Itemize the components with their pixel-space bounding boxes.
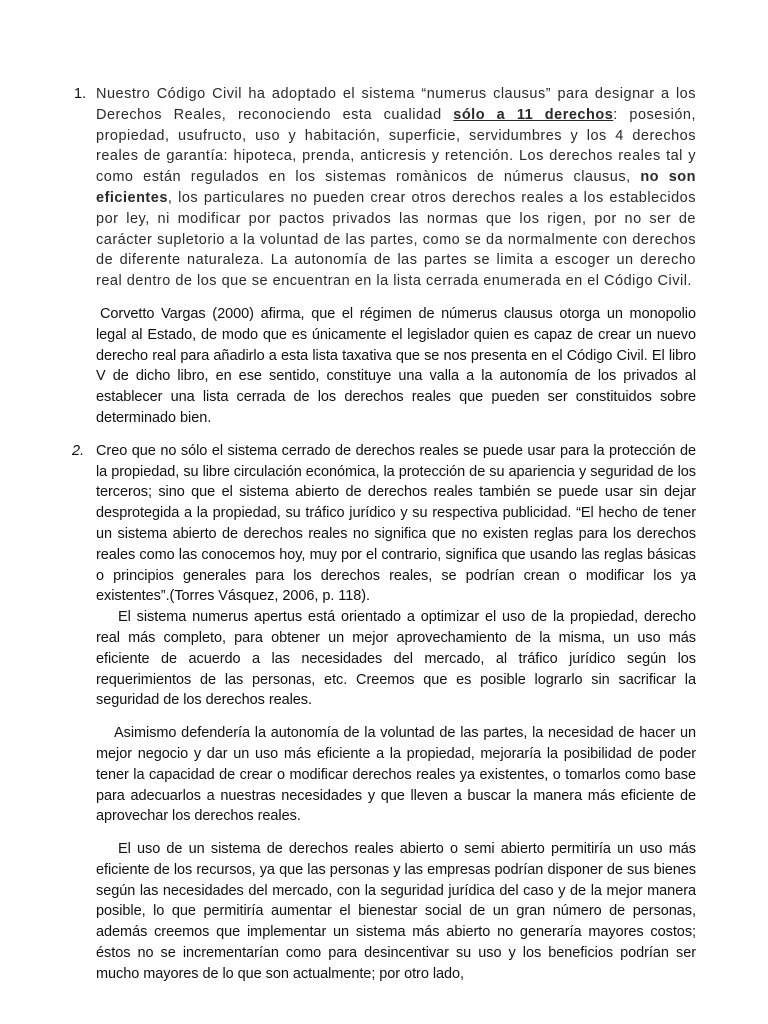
paragraph: Asimismo defendería la autonomía de la voluntad de las partes, la necesidad de hacer un mejor negocio y dar un uso más eficiente a la propiedad, mejoraría la posibilidad de poder tener la capacidad de crear o modificar derechos reales ya existentes, o tomarlos como base para adecuarlos a nuestras necesidades y que lleven a buscar la manera más eficiente de aprovechar los derechos reales. (96, 725, 696, 825)
text-run: , los particulares no pueden crear otros derechos reales a los establecidos por ley, ni modificar por pactos privados las normas que los rigen, por no ser de carácter supletorio a la voluntad de las partes, como se da normalmente con derechos de diferente naturaleza. La autonomía de las partes se limita a escoger un derecho real dentro de los que se encuentran en la lista cerrada enumerada en el Código Civil. (96, 189, 696, 290)
paragraph: Corvetto Vargas (2000) afirma, que el régimen de númerus clausus otorga un monopolio legal al Estado, de modo que es únicamente el legislador quien es capaz de crear un nuevo derecho real para añadirlo a esta lista taxativa que se nos presenta en el Código Civil. El libro V de dicho libro, en ese sentido, constituye una valla a la autonomía de los privados al establecer una lista cerrada de los derechos reales que pueden ser constituidos sobre determinado bien. (96, 305, 696, 426)
list-item-body (96, 441, 696, 985)
paragraph (96, 84, 696, 292)
list-number: 2. (72, 442, 85, 459)
list-item-2 (74, 441, 696, 985)
list-item-body (96, 84, 696, 429)
paragraph: Creo que no sólo el sistema cerrado de derechos reales se puede usar para la protección de la propiedad, su libre circulación económica, la protección de su apariencia y seguridad de los terceros; sino que el sistema abierto de derechos reales también se puede usar sin dejar desprotegida a la propiedad, su tráfico jurídico y su respectiva publicidad. “El hecho de tener un sistema abierto de derechos reales no significa que no existen reglas para los derechos reales como las conocemos hoy, muy por el contrario, significa que usando las reglas básicas o principios generales para los derechos reales, se podrían crean o modificar los ya existentes”.(Torres Vásquez, 2006, p. 118). (96, 442, 696, 605)
list-item-1 (74, 84, 696, 429)
paragraph: El uso de un sistema de derechos reales abierto o semi abierto permitiría un uso más eficiente de los recursos, ya que las personas y las empresas podrían disponer de sus bienes según las necesidades del mercado, con la seguridad jurídica del caso y de la mejor manera posible, lo que permitiría aumentar el bienestar social de un gran número de personas, además creemos que implementar un sistema más abierto no generaría mayores costos; éstos no se incrementarían como para desincentivar su uso y los beneficios podrían ser mucho mayores de lo que son actualmente; por otro lado, (96, 841, 696, 982)
paragraph: El sistema numerus apertus está orientado a optimizar el uso de la propiedad, derecho real más completo, para obtener un mejor aprovechamiento de la misma, un uso más eficiente de acuerdo a las necesidades del mercado, al tráfico jurídico según los requerimientos de las personas, etc. Creemos que es posible lograrlo sin sacrificar la seguridad de los derechos reales. (96, 609, 696, 709)
emphasis-bold: no son eficientes (96, 169, 696, 206)
list-number: 1. (74, 86, 87, 102)
text-run: : posesión, propiedad, usufructo, uso y habitación, superficie, servidumbres y los 4 derechos reales de garantía: hipoteca, prenda, anticresis y retención. Los derechos reales tal y como están regulados en los sistemas romànicos de númerus clausus, (96, 106, 696, 186)
text-run: Nuestro Código Civil ha adoptado el sistema “numerus clausus” para designar a los Derechos Reales, reconociendo esta cualidad (96, 86, 696, 123)
emphasis-underlined: sólo a 11 derechos (453, 106, 614, 123)
